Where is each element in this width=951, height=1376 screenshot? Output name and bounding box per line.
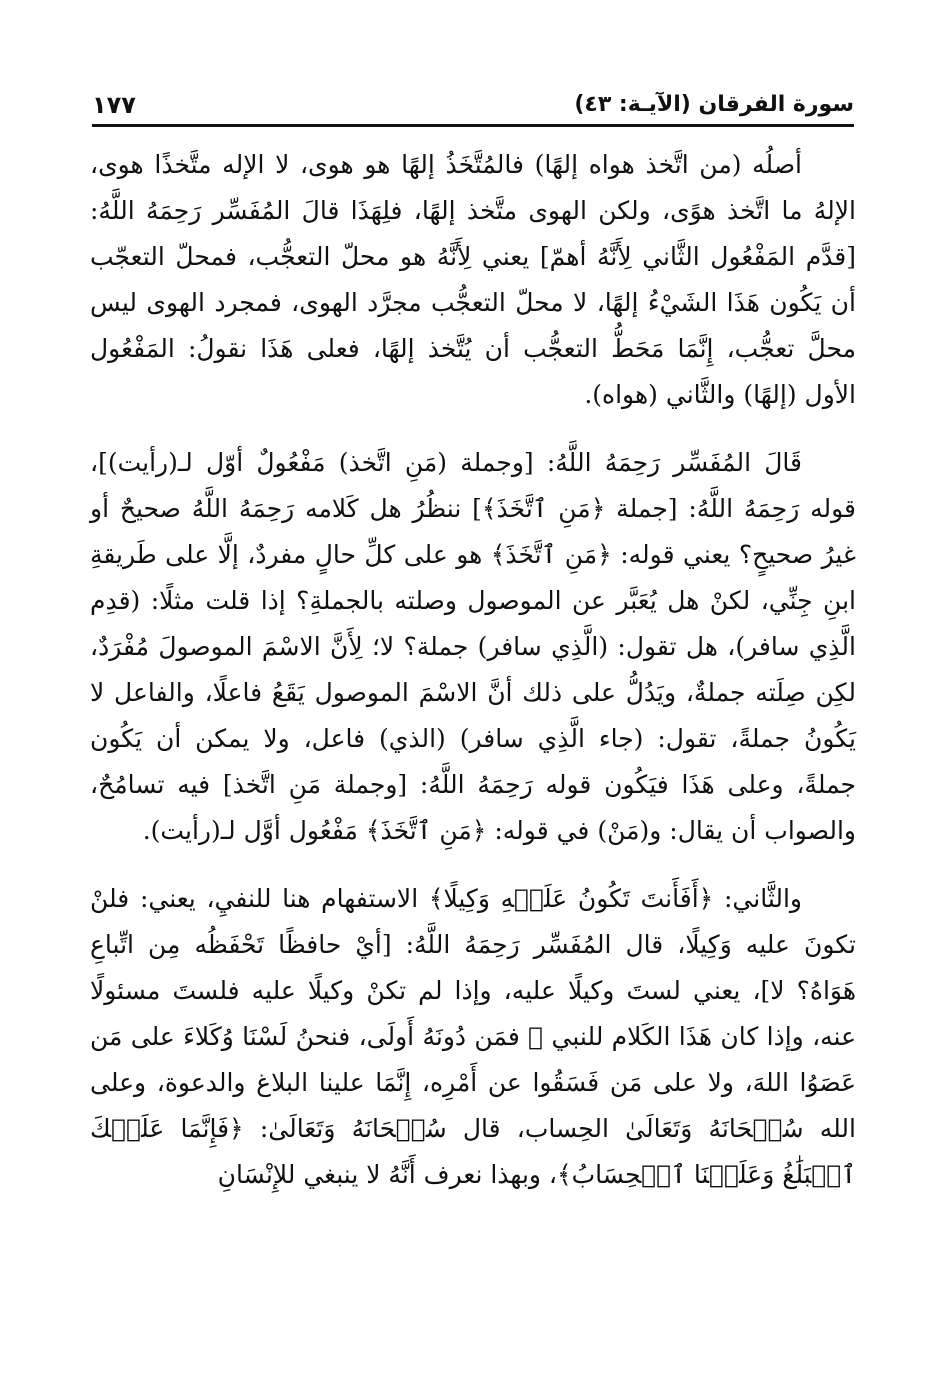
running-title: سورة الفرقان (الآيـة: ٤٣)	[574, 92, 854, 117]
paragraph-1: أصلُه (من اتَّخذ هواه إلهًا) فالمُتَّخَذُ إلهًا هو هوى، لا الإله متَّخذًا هوى، الإلهُ ما اتَّخذ هوًى، ولكن الهوى متَّخذ إلهًا، فلِهَذَا قالَ المُفَسِّر رَحِمَهُ اللَّهُ: [قدَّم المَفْعُول الثَّاني لِأَنَّهُ أهمّ] يعني لِأَنَّهُ هو محلّ التعجُّب، فمحلّ التعجّب أن يَكُون هَذَا الشَيْءُ إلهًا، لا محلّ التعجُّب مجرَّد الهوى، فمجرد الهوى ليس محلَّ تعجُّب، إِنَّمَا مَحَطُّ التعجُّب أن يُتَّخذ إلهًا، فعلى هَذَا نقولُ: المَفْعُول الأول (إلهًا) والثَّاني (هواه).	[90, 150, 856, 409]
header-divider	[92, 124, 854, 127]
paragraph-2: قَالَ المُفَسِّر رَحِمَهُ اللَّهُ: [وجملة (مَنِ اتَّخذ) مَفْعُولٌ أوّل لـ(رأيت)]، قوله رَحِمَهُ اللَّهُ: [جملة ﴿مَنِ ٱتَّخَذَ﴾] ننظُرُ هل كَلامه رَحِمَهُ اللَّهُ صحيحٌ أو غيرُ صحيحٍ؟ يعني قوله: ﴿مَنِ ٱتَّخَذَ﴾ هو على كلِّ حالٍ مفردٌ، إلَّا على طَريقةِ ابنِ جِنِّي، لكنْ هل يُعَبَّر عن الموصول وصلته بالجملةِ؟ إذا قلت مثلًا: (قدِم الَّذِي سافر)، هل تقول: (الَّذِي سافر) جملة؟ لا؛ لِأَنَّ الاسْمَ الموصولَ مُفْرَدٌ، لكِن صِلَته جملةٌ، ويَدُلُّ على ذلك أنَّ الاسْمَ الموصول يَقَعُ فاعلًا، والفاعل لا يَكُونُ جملةً، تقول: (جاء الَّذِي سافر) (الذي) فاعل، ولا يمكن أن يَكُون جملةً، وعلى هَذَا فيَكُون قوله رَحِمَهُ اللَّهُ: [وجملة مَنِ اتَّخذ] فيه تسامُحٌ، والصواب أن يقال: و(مَنْ) في قوله: ﴿مَنِ ٱتَّخَذَ﴾ مَفْعُول أوَّل لـ(رأيت).	[90, 448, 856, 845]
paragraph-3: والثَّاني: ﴿أَفَأَنتَ تَكُونُ عَلَيۡهِ وَكِيلًا﴾ الاستفهام هنا للنفيِ، يعني: فلنْ تكونَ عليه وَكِيلًا، قال المُفَسِّر رَحِمَهُ اللَّهُ: [أيْ حافظًا تَحْفَظُه مِن اتِّباعِ هَوَاهُ؟ لا]، يعني لستَ وكيلًا عليه، وإذا لم تكنْ وكيلًا عليه فلستَ مسئولًا عنه، وإذا كان هَذَا الكَلام للنبي ﷺ فمَن دُونَهُ أَولَى، فنحنُ لَسْنَا وُكَلاءَ على مَن عَصَوُا اللهَ، ولا على مَن فَسَقُوا عن أَمْرِه، إِنَّمَا علينا البلاغ والدعوة، وعلى الله سُبۡحَانَهُ وَتَعَالَىٰ الحِساب، قال سُبۡحَانَهُ وَتَعَالَىٰ: ﴿فَإِنَّمَا عَلَيۡكَ ٱلۡبَلَٰغُ وَعَلَيۡنَا ٱلۡحِسَابُ﴾، وبهذا نعرف أَنَّهُ لا ينبغي للإِنْسَانِ	[90, 884, 856, 1189]
page-body	[90, 142, 856, 1198]
page-header	[92, 86, 854, 126]
page-number: ١٧٧	[92, 91, 136, 119]
